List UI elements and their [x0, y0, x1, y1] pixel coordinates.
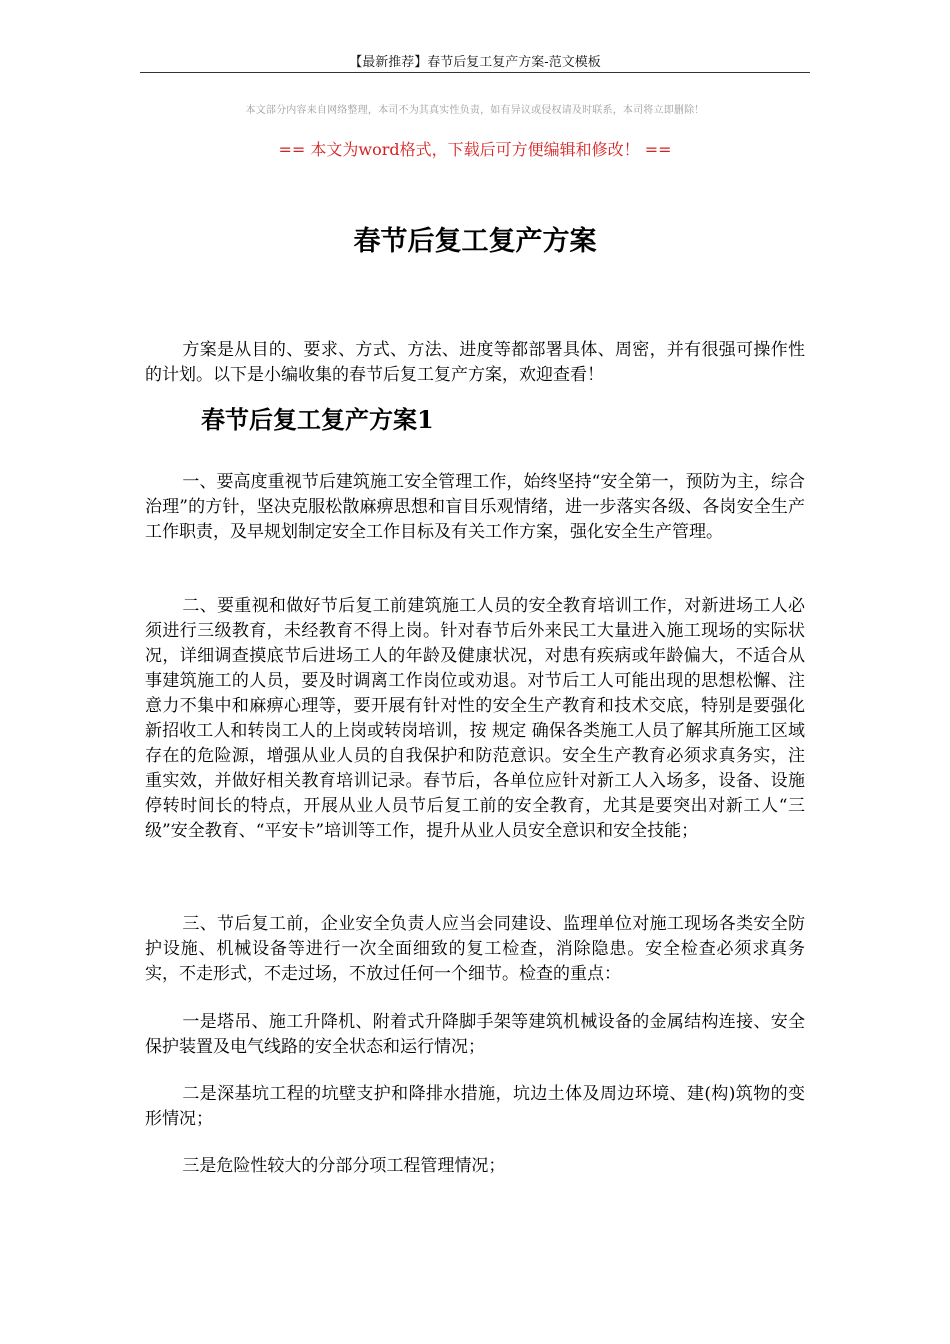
paragraph-4: 一是塔吊、施工升降机、附着式升降脚手架等建筑机械设备的金属结构连接、安全保护装置及电气线路的安全状态和运行情况；: [145, 1012, 805, 1057]
disclaimer-text: 本文部分内容来自网络整理，本司不为其真实性负责，如有异议或侵权请及时联系，本司将立即删除！: [245, 105, 705, 116]
paragraph-2: 二、要重视和做好节后复工前建筑施工人员的安全教育培训工作，对新进场工人必须进行三级教育，未经教育不得上岗。针对春节后外来民工大量进入施工现场的实际状况，详细调查摸底节后进场工人的年龄及健康状况，对患有疾病或年龄偏大，不适合从事建筑施工的人员，要及时调离工作岗位或劝退。对节后工人可能出现的思想松懈、注意力不集中和麻痹心理等，要开展有针对性的安全生产教育和技术交底，特别是要强化新招收工人和转岗工人的上岗或转岗培训，按 规定 确保各类施工人员了解其所施工区域存在的危险源，增强从业人员的自我保护和防范意识。安全生产教育必须求真务实，注重实效，并做好相关教育培训记录。春节后，各单位应针对新工人入场多，设备、设施停转时间长的特点，开展从业人员节后复工前的安全教育，尤其是要突出对新工人“三级”安全教育、“平安卡”培训等工作，提升从业人员安全意识和安全技能；: [145, 596, 805, 841]
paragraph-5: 二是深基坑工程的坑壁支护和降排水措施，坑边土体及周边环境、建(构)筑物的变形情况；: [145, 1084, 805, 1129]
paragraph-6: 三是危险性较大的分部分项工程管理情况；: [182, 1156, 506, 1176]
paragraph-3: 三、节后复工前，企业安全负责人应当会同建设、监理单位对施工现场各类安全防护设施、机械设备等进行一次全面细致的复工检查，消除隐患。安全检查必须求真务实，不走形式，不走过场，不放过任何一个细节。检查的重点：: [145, 914, 805, 984]
paragraph-1: 一、要高度重视节后建筑施工安全管理工作，始终坚持“安全第一，预防为主，综合治理”的方针，坚决克服松散麻痹思想和盲目乐观情绪，进一步落实各级、各岗安全生产工作职责，及早规划制定安全工作目标及有关工作方案，强化安全生产管理。: [145, 472, 805, 542]
document-title: 春节后复工复产方案: [353, 226, 597, 257]
intro-paragraph: 方案是从目的、要求、方式、方法、进度等都部署具体、周密，并有很强可操作性的计划。以下是小编收集的春节后复工复产方案，欢迎查看！: [145, 340, 805, 385]
word-format-notice: == 本文为word格式，下载后可方便编辑和修改！ ==: [278, 140, 672, 159]
section-title: 春节后复工复产方案1: [201, 405, 434, 434]
header-divider: [140, 72, 810, 73]
page-header: 【最新推荐】春节后复工复产方案-范文模板: [349, 55, 601, 70]
